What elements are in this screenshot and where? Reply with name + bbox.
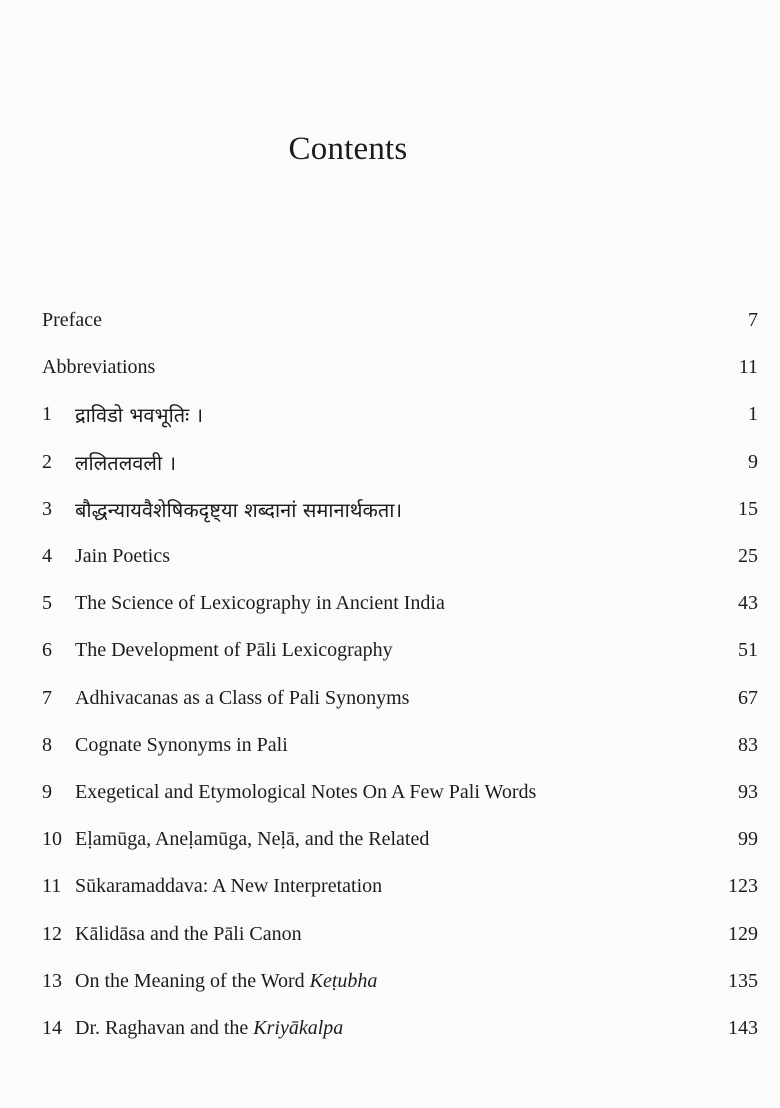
toc-entry-10 [42,816,758,863]
toc-entry-preface [42,297,758,344]
toc-entry-number: 1 [42,403,52,426]
toc-entry-title-wrap [75,970,718,993]
toc-entry-title: Dr. Raghavan and the [75,1016,254,1039]
toc-entry-title: बौद्धन्यायवैशेषिकदृष्ट्या शब्दानां समानार्थकता। [75,497,403,522]
toc-entry-title: Kālidāsa and the Pāli Canon [75,922,302,945]
toc-entry-title: The Development of Pāli Lexicography [75,639,393,662]
toc-entry-number: 11 [42,875,62,898]
toc-entry-number: 3 [42,497,52,520]
toc-entry-11 [42,863,758,910]
toc-entry-number: 6 [42,639,52,662]
toc-entry-page: 1 [748,403,758,426]
toc-entry-9 [42,769,758,816]
toc-entry-page: 83 [738,733,758,756]
toc-entry-page: 129 [728,922,758,945]
toc-entry-page: 7 [748,309,758,332]
toc-entry-title: On the Meaning of the Word [75,969,310,992]
toc-entry-title-italic: Keṭubha [309,969,378,992]
toc-entry-8 [42,722,758,769]
toc-entry-title: ललितलवली । [75,450,177,475]
toc-entry-page: 9 [748,450,758,473]
toc-entry-6 [42,627,758,674]
toc-entry-title: द्राविडो भवभूतिः । [75,403,204,428]
toc-entry-title: Exegetical and Etymological Notes On A Few Pali Words [75,780,537,803]
toc-entry-14 [42,1005,758,1052]
toc-entry-title: Abbreviations [42,356,156,379]
toc-entry-number: 2 [42,450,52,473]
toc-entry-4 [42,533,758,580]
toc-entry-number: 4 [42,545,52,568]
toc-entry-page: 11 [738,356,758,379]
toc-entry-page: 123 [728,875,758,898]
toc-entry-number: 5 [42,592,52,615]
toc-entry-title: Cognate Synonyms in Pali [75,733,288,756]
toc-entry-1 [42,391,758,438]
toc-entry-7 [42,675,758,722]
toc-entry-page: 51 [738,639,758,662]
toc-entry-title: Preface [42,309,102,332]
toc-entry-page: 143 [728,1016,758,1039]
toc-entry-13 [42,958,758,1005]
toc-entry-3 [42,486,758,533]
toc-entry-page: 43 [738,592,758,615]
page-title: Contents [288,131,408,167]
toc-entry-number: 14 [42,1016,62,1039]
toc-entry-page: 135 [728,969,758,992]
toc-entry-title: Adhivacanas as a Class of Pali Synonyms [75,686,410,709]
toc-entry-page: 93 [738,780,758,803]
toc-entry-number: 13 [42,969,62,992]
toc-entry-number: 7 [42,686,52,709]
toc-entry-number: 8 [42,733,52,756]
toc-entry-title-italic: Kriyākalpa [253,1016,344,1039]
toc-entry-title-wrap [75,1017,718,1040]
toc-entry-page: 25 [738,545,758,568]
toc-entry-title: Sūkaramaddava: A New Interpretation [75,875,383,898]
toc-entry-title: Eḷamūga, Aneḷamūga, Neḷā, and the Related [75,828,430,851]
toc-entry-page: 67 [738,686,758,709]
toc-entry-page: 15 [738,497,758,520]
toc-entry-page: 99 [738,828,758,851]
toc-entry-5 [42,580,758,627]
toc-entry-12 [42,910,758,957]
toc-entry-number: 10 [42,828,62,851]
toc-entry-title: The Science of Lexicography in Ancient India [75,592,445,615]
toc-entry-abbreviations [42,344,758,391]
toc-entry-number: 12 [42,922,62,945]
toc-entry-number: 9 [42,780,52,803]
table-of-contents [42,297,758,1052]
toc-entry-title: Jain Poetics [75,545,170,568]
toc-entry-2 [42,439,758,486]
